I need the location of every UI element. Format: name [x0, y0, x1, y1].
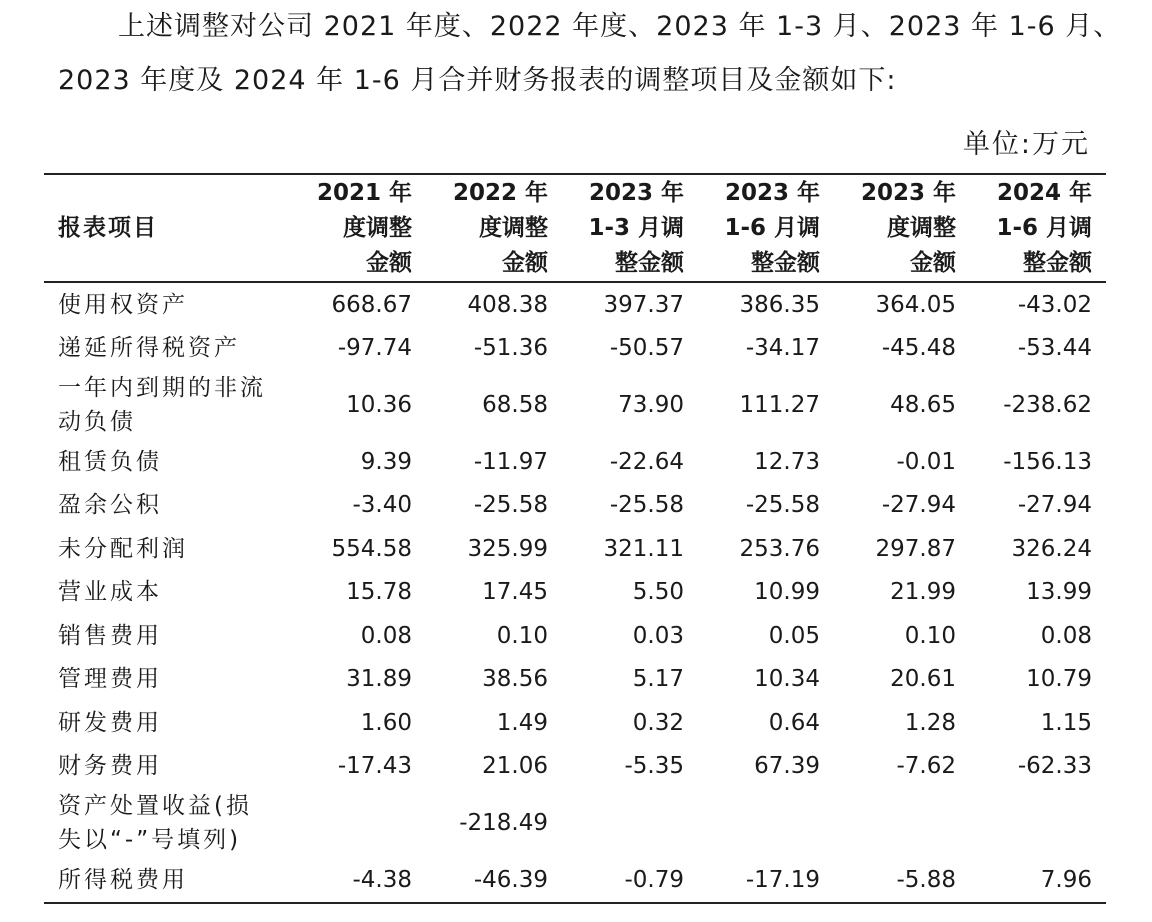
header-line: 1-3 月调: [588, 214, 684, 241]
table-row: [44, 484, 1106, 528]
header-line: 2021 年: [316, 179, 412, 206]
adjustment-table: [44, 173, 1106, 904]
header-col-2021: [290, 174, 426, 282]
cell-value: [970, 788, 1106, 858]
cell-value: 0.64: [768, 709, 820, 736]
cell-value: 1.49: [496, 709, 548, 736]
cell-value: -27.94: [881, 492, 956, 519]
cell-value: -53.44: [1017, 335, 1092, 362]
cell-value: 0.32: [632, 709, 684, 736]
cell-value: 21.99: [890, 579, 956, 606]
table-row: [44, 440, 1106, 484]
cell-value: 364.05: [875, 291, 956, 318]
cell-value: 1.15: [1040, 709, 1092, 736]
row-name: 盈余公积: [58, 492, 162, 519]
cell-value: 5.17: [632, 666, 684, 693]
table-row: [44, 658, 1106, 702]
cell-value: [290, 788, 426, 858]
table-row: [44, 614, 1106, 658]
cell-value: 1.28: [904, 709, 956, 736]
table-header-row: [44, 174, 1106, 282]
table-row: [44, 527, 1106, 571]
cell-value: 48.65: [890, 392, 956, 418]
cell-value: 10.79: [1026, 666, 1092, 693]
cell-value: -17.19: [745, 866, 820, 893]
cell-value: 15.78: [346, 579, 412, 606]
cell-value: -22.64: [609, 448, 684, 475]
cell-value: -218.49: [459, 810, 548, 836]
cell-value: 0.10: [904, 622, 956, 649]
table-row: [44, 701, 1106, 745]
cell-value: -43.02: [1017, 291, 1092, 318]
header-col-2023: [834, 174, 970, 282]
cell-value: [698, 788, 834, 858]
cell-value: 17.45: [482, 579, 548, 606]
table-row: [44, 745, 1106, 789]
cell-value: 20.61: [890, 666, 956, 693]
cell-value: 0.10: [496, 622, 548, 649]
header-line: 度调整: [343, 214, 412, 241]
cell-value: 31.89: [346, 666, 412, 693]
cell-value: 10.34: [754, 666, 820, 693]
cell-value: 668.67: [331, 291, 412, 318]
cell-value: -46.39: [473, 866, 548, 893]
cell-value: -3.40: [352, 492, 412, 519]
header-col-2023-h1: [698, 174, 834, 282]
cell-value: 12.73: [754, 448, 820, 475]
cell-value: 325.99: [467, 535, 548, 562]
cell-value: 111.27: [739, 392, 820, 418]
table-row: [44, 858, 1106, 903]
table-row: [44, 327, 1106, 371]
cell-value: -97.74: [337, 335, 412, 362]
cell-value: 0.03: [632, 622, 684, 649]
cell-value: 38.56: [482, 666, 548, 693]
cell-value: 10.99: [754, 579, 820, 606]
cell-value: [834, 788, 970, 858]
cell-value: 321.11: [603, 535, 684, 562]
cell-value: 554.58: [331, 535, 412, 562]
cell-value: 397.37: [603, 291, 684, 318]
header-item-label: 报表项目: [58, 214, 158, 241]
cell-value: 9.39: [360, 448, 412, 475]
header-line: 2024 年: [996, 179, 1092, 206]
cell-value: 10.36: [346, 392, 412, 418]
cell-value: -0.01: [896, 448, 956, 475]
row-name: 资产处置收益(损失以“-”号填列): [58, 793, 252, 853]
header-line: 金额: [910, 249, 956, 276]
unit-label: 单位:万元: [962, 129, 1090, 160]
cell-value: -51.36: [473, 335, 548, 362]
cell-value: 67.39: [754, 753, 820, 780]
table-row: [44, 282, 1106, 327]
intro-line-2: 2023 年度及 2024 年 1-6 月合并财务报表的调整项目及金额如下:: [58, 65, 897, 96]
row-name: 营业成本: [58, 579, 162, 606]
table-row: [44, 571, 1106, 615]
cell-value: 68.58: [482, 392, 548, 418]
header-line: 1-6 月调: [724, 214, 820, 241]
cell-value: 73.90: [618, 392, 684, 418]
row-name: 销售费用: [58, 622, 162, 649]
header-line: 整金额: [751, 249, 820, 276]
cell-value: 5.50: [632, 579, 684, 606]
header-col-2024-h1: [970, 174, 1106, 282]
header-line: 1-6 月调: [996, 214, 1092, 241]
row-name: 未分配利润: [58, 535, 188, 562]
row-name: 租赁负债: [58, 448, 162, 475]
header-col-2023-q1: [562, 174, 698, 282]
cell-value: -0.79: [624, 866, 684, 893]
row-name: 研发费用: [58, 709, 162, 736]
cell-value: 7.96: [1040, 866, 1092, 893]
table-row: [44, 788, 1106, 858]
cell-value: 297.87: [875, 535, 956, 562]
header-line: 2023 年: [724, 179, 820, 206]
cell-value: -25.58: [609, 492, 684, 519]
row-name: 递延所得税资产: [58, 335, 240, 362]
cell-value: 21.06: [482, 753, 548, 780]
header-line: 2023 年: [860, 179, 956, 206]
cell-value: -25.58: [745, 492, 820, 519]
row-name: 财务费用: [58, 753, 162, 780]
header-line: 整金额: [615, 249, 684, 276]
table-row: [44, 370, 1106, 440]
cell-value: -4.38: [352, 866, 412, 893]
cell-value: 326.24: [1011, 535, 1092, 562]
cell-value: -62.33: [1017, 753, 1092, 780]
row-name: 一年内到期的非流动负债: [58, 375, 266, 435]
header-line: 金额: [366, 249, 412, 276]
cell-value: 0.05: [768, 622, 820, 649]
intro-line-1: 上述调整对公司 2021 年度、2022 年度、2023 年 1-3 月、2023 年 1-6 月、: [118, 11, 1122, 42]
header-line: 度调整: [887, 214, 956, 241]
cell-value: -27.94: [1017, 492, 1092, 519]
row-name: 管理费用: [58, 666, 162, 693]
cell-value: 253.76: [739, 535, 820, 562]
header-col-2022: [426, 174, 562, 282]
cell-value: 0.08: [1040, 622, 1092, 649]
header-line: 整金额: [1023, 249, 1092, 276]
cell-value: -238.62: [1003, 392, 1092, 418]
cell-value: 1.60: [360, 709, 412, 736]
cell-value: 13.99: [1026, 579, 1092, 606]
cell-value: 0.08: [360, 622, 412, 649]
header-line: 2022 年: [452, 179, 548, 206]
cell-value: [562, 788, 698, 858]
row-name: 所得税费用: [58, 866, 188, 893]
cell-value: 408.38: [467, 291, 548, 318]
cell-value: -25.58: [473, 492, 548, 519]
cell-value: -17.43: [337, 753, 412, 780]
header-line: 度调整: [479, 214, 548, 241]
cell-value: -11.97: [473, 448, 548, 475]
row-name: 使用权资产: [58, 291, 188, 318]
cell-value: -34.17: [745, 335, 820, 362]
header-line: 2023 年: [588, 179, 684, 206]
cell-value: -5.88: [896, 866, 956, 893]
cell-value: -156.13: [1003, 448, 1092, 475]
cell-value: -45.48: [881, 335, 956, 362]
cell-value: -50.57: [609, 335, 684, 362]
cell-value: -5.35: [624, 753, 684, 780]
cell-value: 386.35: [739, 291, 820, 318]
cell-value: -7.62: [896, 753, 956, 780]
header-line: 金额: [502, 249, 548, 276]
